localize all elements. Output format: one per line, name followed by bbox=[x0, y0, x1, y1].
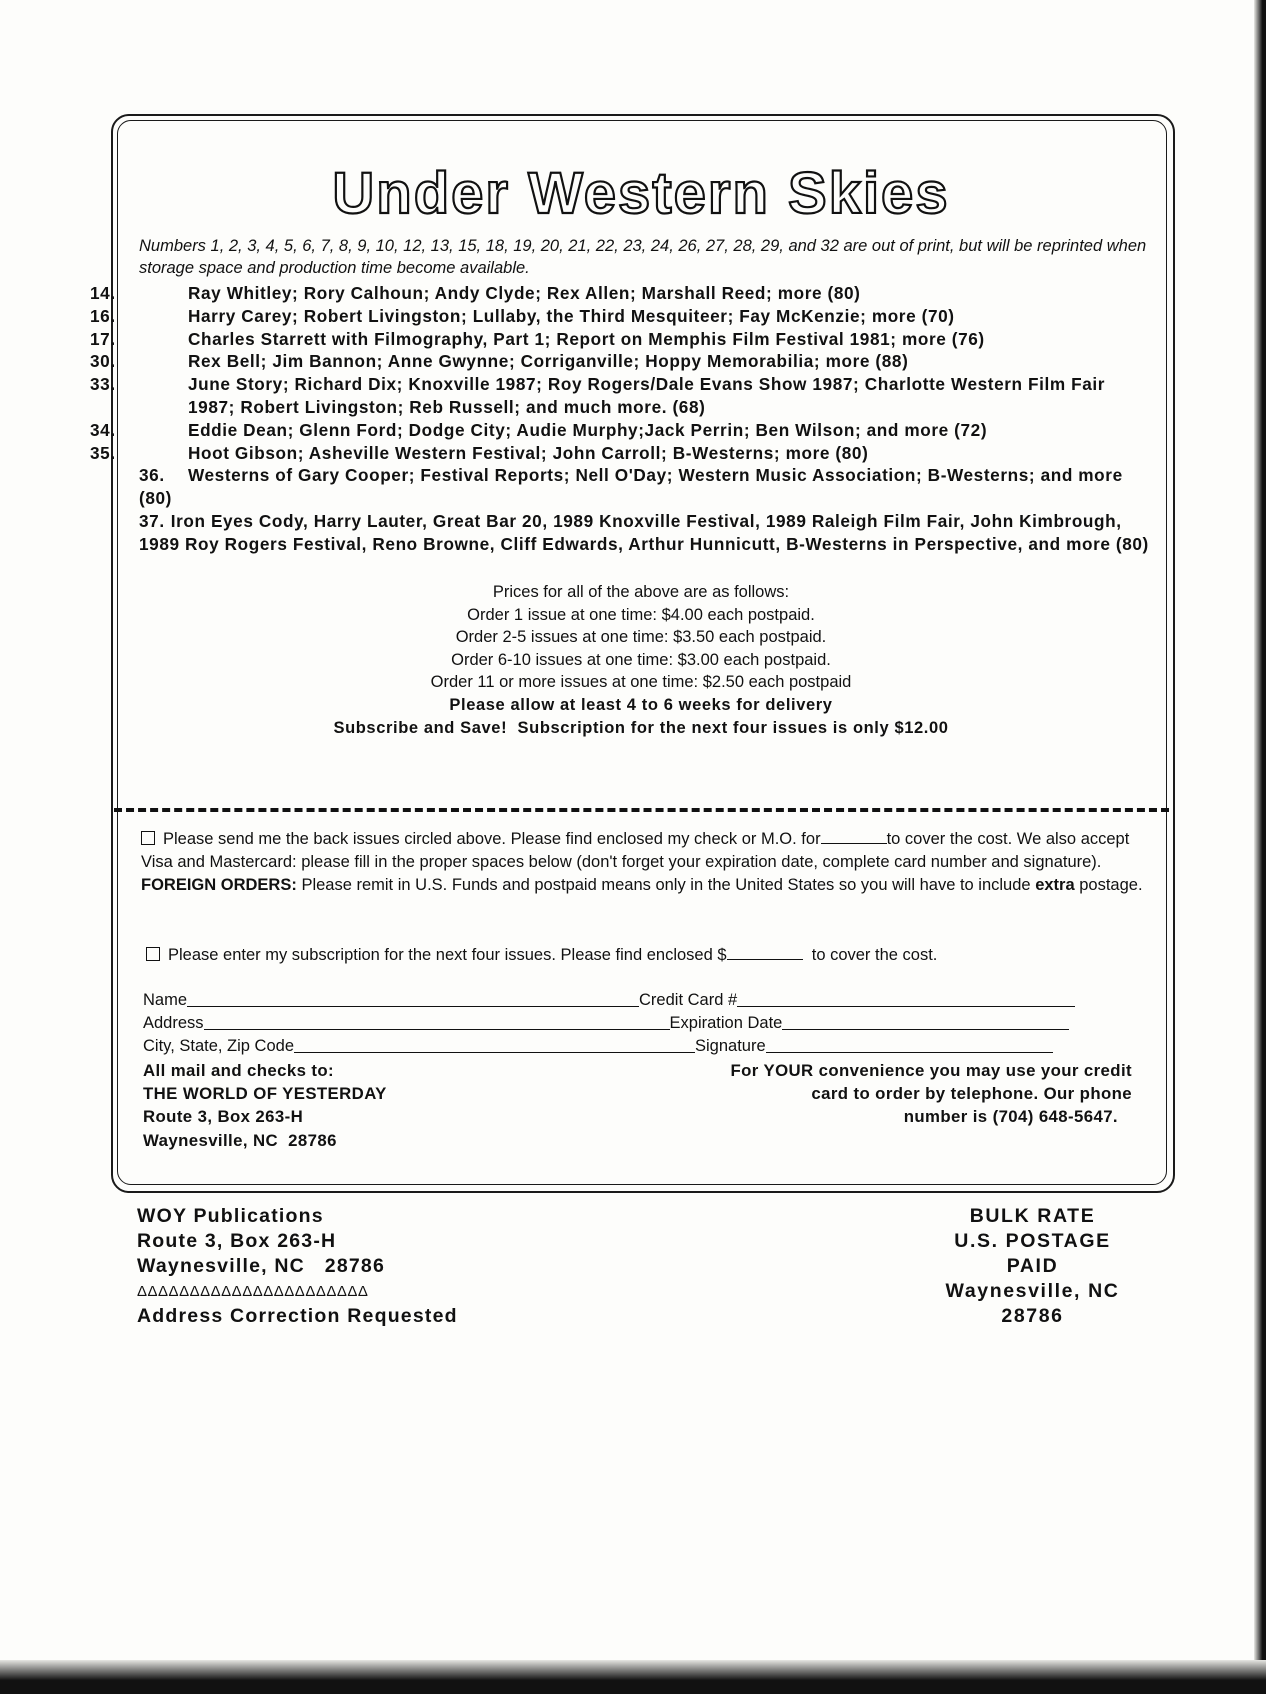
issue-entry bbox=[90, 350, 1151, 373]
back-issues-text-a: Please send me the back issues circled above. Please find enclosed my check or M.O. for bbox=[163, 830, 821, 848]
city-field[interactable] bbox=[294, 1038, 695, 1053]
magazine-title: Under Western Skies bbox=[332, 161, 950, 226]
mail-heading: All mail and checks to: bbox=[143, 1061, 335, 1080]
back-issues-list bbox=[90, 282, 1151, 556]
issue-entry bbox=[90, 419, 1151, 442]
issue-number: 36. bbox=[139, 465, 165, 486]
foreign-orders-text-a: Please remit in U.S. Funds and postpaid means only in the United States so you will have to include bbox=[301, 876, 1031, 894]
foreign-orders-label: FOREIGN ORDERS: bbox=[141, 876, 297, 894]
expiration-field[interactable] bbox=[782, 1015, 1069, 1030]
credit-card-label: Credit Card # bbox=[639, 991, 738, 1009]
issue-number: 33. bbox=[90, 374, 116, 395]
name-label: Name bbox=[143, 991, 188, 1009]
credit-card-field[interactable] bbox=[737, 992, 1075, 1007]
issue-number: 17. bbox=[90, 328, 116, 349]
subscription-checkbox[interactable] bbox=[146, 947, 160, 961]
cut-here-dashed-line bbox=[114, 808, 1169, 812]
mail-line: Route 3, Box 263-H bbox=[143, 1107, 304, 1127]
back-issues-checkbox[interactable] bbox=[141, 831, 155, 845]
issue-entry bbox=[139, 464, 1151, 510]
subscription-text-a: Please enter my subscription for the next four issues. Please find enclosed $ bbox=[168, 946, 727, 964]
issue-number: 37. bbox=[139, 510, 165, 531]
issue-contents: Rex Bell; Jim Bannon; Anne Gwynne; Corriganville; Hoppy Memorabilia; more (88) bbox=[188, 351, 909, 372]
issue-contents: June Story; Richard Dix; Knoxville 1987; Roy Rogers/Dale Evans Show 1987; Charlotte Western Film Fair 1987; Robert Livingston; Reb Russell; and much more. (68) bbox=[188, 374, 1106, 417]
triangle-row: ΔΔΔΔΔΔΔΔΔΔΔΔΔΔΔΔΔΔΔΔΔΔ bbox=[137, 1283, 369, 1300]
issue-contents: Harry Carey; Robert Livingston; Lullaby, the Third Mesquiteer; Fay McKenzie; more (70) bbox=[188, 305, 955, 326]
postage-indicia bbox=[925, 1204, 1140, 1329]
phone-order-note bbox=[640, 1059, 1132, 1129]
city-row bbox=[143, 1037, 1053, 1056]
postage-line: U.S. POSTAGE bbox=[954, 1230, 1111, 1252]
phone-line: number is (704) 648-5647. bbox=[903, 1107, 1118, 1127]
issue-number: 30. bbox=[90, 351, 116, 372]
issue-contents: Eddie Dean; Glenn Ford; Dodge City; Audie Murphy;Jack Perrin; Ben Wilson; and more (72) bbox=[188, 419, 988, 440]
issue-entry bbox=[139, 510, 1151, 556]
phone-line: For YOUR convenience you may use your credit bbox=[730, 1061, 1132, 1080]
issue-entry bbox=[90, 373, 1151, 419]
subscription-text-b: to cover the cost. bbox=[811, 946, 938, 964]
issue-entry bbox=[90, 305, 1151, 328]
issue-contents: Ray Whitley; Rory Calhoun; Andy Clyde; Rex Allen; Marshall Reed; more (80) bbox=[188, 283, 861, 303]
signature-field[interactable] bbox=[766, 1038, 1053, 1053]
signature-label: Signature bbox=[695, 1037, 766, 1055]
subscription-amount-blank[interactable] bbox=[727, 945, 803, 960]
page-edge-shadow bbox=[1254, 0, 1266, 1694]
price-tier: Order 11 or more issues at one time: $2.50 each postpaid bbox=[430, 673, 852, 692]
address-field[interactable] bbox=[204, 1015, 670, 1030]
return-line: Waynesville, NC 28786 bbox=[137, 1255, 385, 1277]
city-label: City, State, Zip Code bbox=[143, 1037, 295, 1055]
issue-number: 35. bbox=[90, 442, 116, 463]
issue-contents: Hoot Gibson; Asheville Western Festival; John Carroll; B-Westerns; more (80) bbox=[188, 442, 869, 463]
expiration-label: Expiration Date bbox=[669, 1014, 783, 1032]
back-issues-text-b: to cover the cost. We also accept Visa and Mastercard: please fill in the proper spaces below (don't forget your expiration date, complete card number and signature). bbox=[141, 830, 1130, 871]
subscription-order-text bbox=[146, 944, 1156, 967]
amount-blank[interactable] bbox=[821, 829, 887, 844]
subscription-offer: Subscribe and Save! Subscription for the next four issues is only $12.00 bbox=[333, 718, 949, 737]
out-of-print-note: Numbers 1, 2, 3, 4, 5, 6, 7, 8, 9, 10, 12, 13, 15, 18, 19, 20, 21, 22, 23, 24, 26, 27, 28, 29, and 32 are out of print, but will be reprinted when storage space and production time become available. bbox=[139, 237, 1147, 277]
address-row bbox=[143, 1014, 1069, 1033]
address-correction: Address Correction Requested bbox=[137, 1305, 458, 1327]
issue-number: 34. bbox=[90, 419, 116, 440]
page-bottom-shadow bbox=[0, 1660, 1266, 1694]
return-line: Route 3, Box 263-H bbox=[137, 1230, 337, 1252]
price-heading: Prices for all of the above are as follows: bbox=[492, 583, 790, 601]
postage-line: Waynesville, NC bbox=[945, 1280, 1120, 1302]
return-line: WOY Publications bbox=[137, 1205, 324, 1227]
postage-line: 28786 bbox=[1001, 1305, 1064, 1327]
price-tier: Order 2-5 issues at one time: $3.50 each postpaid. bbox=[455, 628, 827, 647]
mailing-address bbox=[143, 1059, 643, 1152]
address-label: Address bbox=[143, 1014, 204, 1032]
back-issues-order-text bbox=[141, 828, 1156, 897]
issue-contents: Charles Starrett with Filmography, Part 1; Report on Memphis Film Festival 1981; more (76) bbox=[188, 328, 985, 349]
postage-line: PAID bbox=[1006, 1255, 1059, 1277]
name-row bbox=[143, 991, 1075, 1010]
issue-entry bbox=[90, 282, 1151, 305]
price-tier: Order 1 issue at one time: $4.00 each postpaid. bbox=[467, 605, 815, 624]
name-field[interactable] bbox=[187, 992, 639, 1007]
price-tier: Order 6-10 issues at one time: $3.00 each postpaid. bbox=[451, 650, 831, 669]
issue-number: 16. bbox=[90, 305, 116, 326]
mail-line: THE WORLD OF YESTERDAY bbox=[143, 1084, 387, 1104]
issue-entry bbox=[90, 328, 1151, 351]
issue-contents: Westerns of Gary Cooper; Festival Reports; Nell O'Day; Western Music Association; B-Westerns; and more (80) bbox=[139, 465, 1123, 509]
phone-line: card to order by telephone. Our phone bbox=[811, 1084, 1132, 1104]
issue-contents: Iron Eyes Cody, Harry Lauter, Great Bar 20, 1989 Knoxville Festival, 1989 Raleigh Film Fair, John Kimbrough, 1989 Roy Rogers Festival, Reno Browne, Cliff Edwards, Arthur Hunnicutt, B-Westerns in Perspective, and more (80) bbox=[139, 510, 1149, 554]
foreign-orders-text-b: postage. bbox=[1079, 876, 1143, 894]
issue-number: 14. bbox=[90, 283, 116, 303]
delivery-note: Please allow at least 4 to 6 weeks for delivery bbox=[449, 695, 833, 714]
price-list bbox=[116, 581, 1166, 739]
return-address bbox=[137, 1204, 657, 1329]
foreign-orders-extra: extra bbox=[1035, 876, 1075, 894]
postage-line: BULK RATE bbox=[969, 1205, 1096, 1227]
mail-line: Waynesville, NC 28786 bbox=[143, 1130, 337, 1150]
issue-entry bbox=[90, 442, 1151, 465]
